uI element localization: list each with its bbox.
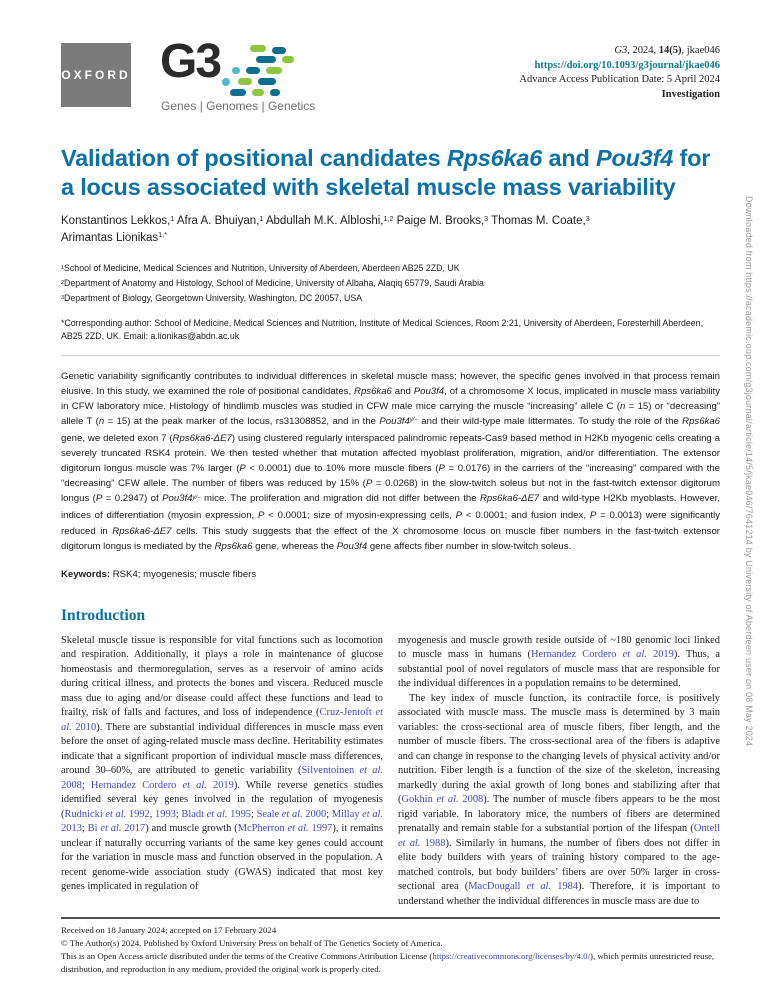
text-segment: Department of Biology, Georgetown University, Washington, DC 20057, USA bbox=[64, 293, 363, 303]
text-segment: 2 bbox=[61, 279, 65, 286]
inline-link[interactable]: Cruz-Jentoft bbox=[319, 707, 376, 719]
text-segment: ). There are substantial individual differences in muscle mass even before the onset of aging-related muscle mass decline. Heritability estimates indicate that a significant proportion of individual muscle mass differences, around 30–60%, are attributed to genetic variability ( bbox=[61, 721, 384, 777]
author-list bbox=[61, 214, 720, 247]
inline-link[interactable]: 1997 bbox=[308, 823, 333, 835]
logo-pill bbox=[272, 47, 286, 54]
inline-link[interactable]: et al. bbox=[61, 707, 383, 733]
intro-paragraph-3 bbox=[398, 692, 720, 910]
intro-paragraph-1 bbox=[61, 634, 383, 895]
intro-paragraph-2 bbox=[398, 634, 720, 692]
text-segment: ). The number of muscle fibers appears to be the most rigid variable. In laboratory mice, the numbers of fibers are determined prenatally and remain stable for a substantial portion of the lifespan ( bbox=[398, 794, 720, 835]
text-segment: < 0.0001; and fusion index, bbox=[462, 510, 590, 522]
text-segment: gene affects fiber number in slow-twitch soleus. bbox=[367, 540, 572, 552]
text-segment: ), it remains unclear if naturally occurring variants of the same key genes could account for the variation in muscle mass and function observed in the population. A recent genome-wide association study (GWAS) indicated that most key genes implicated in regulation of bbox=[61, 823, 384, 893]
text-segment: n bbox=[619, 400, 626, 412]
text-segment: and bbox=[391, 385, 414, 397]
logo-pill bbox=[250, 45, 266, 52]
text-segment: Rps6ka6 bbox=[214, 540, 253, 552]
text-segment: 1 bbox=[61, 264, 65, 271]
oxford-logo-text: OXFORD bbox=[61, 68, 131, 82]
inline-link[interactable]: 1995 bbox=[227, 808, 252, 820]
inline-link[interactable]: et al. bbox=[362, 808, 384, 820]
text-segment: , jkae046 bbox=[681, 45, 720, 56]
affiliation-1 bbox=[61, 262, 720, 277]
text-segment: ; bbox=[326, 808, 332, 820]
text-segment: = 0.0013) were significantly reduced in bbox=[61, 510, 721, 537]
text-segment: n bbox=[98, 415, 105, 427]
inline-link[interactable]: Bi bbox=[87, 823, 101, 835]
logo-pill bbox=[230, 89, 246, 96]
text-segment: ) using clustered regularly interspaced palindromic repeats-Cas9 based method in H2Kb myogenic cells creating a severely truncated RSK4 protein. We then tested whether that mutation affected myoblast proliferation, migration, and/or differentiation. The extensor digitorum longus muscle was 7% larger ( bbox=[61, 432, 720, 475]
citation-line bbox=[519, 44, 720, 59]
inline-link[interactable]: Silventoinen bbox=[301, 765, 360, 777]
text-segment: ). Thus, a substantial pool of novel regulators of muscle mass that are responsible for the individual differences in a population remains to be determined. bbox=[398, 649, 720, 690]
text-segment: gene, we deleted exon 7 ( bbox=[61, 432, 173, 444]
text-segment: Keywords: bbox=[61, 568, 111, 580]
journal-branding bbox=[61, 35, 321, 114]
logo-pill bbox=[256, 56, 276, 63]
text-segment: ). While reverse genetics studies identified several key genes involved in the regulation of myogenesis ( bbox=[61, 779, 384, 820]
page-footer bbox=[61, 917, 720, 976]
text-segment: Rps6ka6-ΔE7 bbox=[172, 432, 232, 444]
inline-link[interactable]: 2019 bbox=[646, 649, 674, 661]
text-segment: 3 bbox=[61, 294, 65, 301]
advance-access-date: Advance Access Publication Date: 5 April 2024 bbox=[519, 74, 720, 85]
text-segment: Pou3f4 bbox=[162, 493, 193, 505]
text-segment: ; bbox=[81, 779, 91, 791]
inline-link[interactable]: 2013 bbox=[61, 823, 82, 835]
text-segment: The key index of muscle function, its contractile force, is positively associated with muscle mass. The muscle mass is determined by 3 main variables: the cross-sectional area of muscle fibers, fiber length, and the number of muscle fibers. The cross-sectional area of the fibers is adaptive and can change in response to the changing levels of physical activity and/or nutrition. Fiber length is a function of the size of the skeleton, increasing markedly during the axial growth of long bones and stabilizing after that ( bbox=[398, 692, 720, 806]
inline-link[interactable]: Gokhin bbox=[401, 794, 437, 806]
doi-link[interactable]: https://doi.org/10.1093/g3journal/jkae046 bbox=[534, 59, 720, 71]
text-segment: P bbox=[95, 493, 103, 505]
text-segment: 3 bbox=[484, 214, 489, 223]
logo-pill bbox=[252, 89, 264, 96]
text-segment: and wild-type H2Kb myoblasts. However, indices of differentiation (myosin expression, bbox=[61, 493, 721, 522]
abstract-text bbox=[61, 369, 720, 554]
footer-divider bbox=[61, 917, 720, 919]
inline-link[interactable]: Bladt bbox=[181, 808, 207, 820]
text-segment: Rps6ka6-ΔE7 bbox=[479, 493, 540, 505]
text-segment: Konstantinos Lekkos, bbox=[61, 215, 171, 227]
intro-left-column bbox=[61, 634, 383, 927]
logo-pill bbox=[238, 78, 252, 85]
text-segment: ), which permits unrestricted reuse, distribution, and reproduction in any medium, provided the original work is properly cited. bbox=[61, 951, 715, 974]
text-segment: This is an Open Access article distributed under the terms of the Creative Commons Attribution License ( bbox=[61, 951, 433, 961]
inline-link[interactable]: et al. bbox=[100, 823, 122, 835]
text-segment: Paige M. Brooks, bbox=[393, 215, 485, 227]
text-segment: Thomas M. Coate, bbox=[488, 215, 586, 227]
logo-pill bbox=[246, 67, 260, 74]
text-segment: Abdullah M.K. Albloshi, bbox=[263, 215, 384, 227]
text-segment: < 0.0001; size of myosin-expressing cells, bbox=[264, 510, 456, 522]
text-segment: and their wild-type male littermates. To study the role of the bbox=[417, 415, 683, 427]
inline-link[interactable]: et al. bbox=[206, 808, 228, 820]
text-segment: P bbox=[258, 510, 265, 522]
intro-right-column bbox=[398, 634, 720, 927]
copyright-line: © The Author(s) 2024. Published by Oxford University Press on behalf of The Genetics Society of America. bbox=[61, 938, 443, 948]
inline-link[interactable]: MacDougall bbox=[468, 881, 527, 893]
authors-line-1 bbox=[61, 214, 720, 231]
inline-link[interactable]: 1993 bbox=[155, 808, 176, 820]
logo-pill bbox=[266, 67, 282, 74]
inline-link[interactable]: Seale bbox=[256, 808, 282, 820]
text-segment: Rps6ka6 bbox=[446, 145, 543, 171]
inline-link[interactable]: 2000 bbox=[302, 808, 327, 820]
oxford-university-press-logo bbox=[61, 43, 131, 107]
text-segment: = 15) or “decreasing” allele T ( bbox=[61, 400, 721, 427]
download-watermark: Downloaded from https://academic.oup.com/g3journal/article/14/5/jkae046/7641214 by University of Aberdeen user on 08 May 2024 bbox=[744, 196, 754, 747]
journal-tagline: Genes | Genomes | Genetics bbox=[161, 99, 316, 113]
text-segment: = 0.0268) in the slow-twitch soleus but not in the fast-twitch extensor digitorum longus ( bbox=[61, 478, 720, 505]
text-segment: y/− bbox=[409, 417, 418, 424]
text-segment: y/− bbox=[192, 494, 201, 501]
g3-logo-dots bbox=[222, 45, 310, 101]
inline-link[interactable]: Ontell bbox=[693, 823, 720, 835]
text-segment: cells. This study suggests that the effect of the X chromosome locus on muscle fiber numbers in the fast-twitch extensor digitorum longus is mediated by the bbox=[61, 525, 721, 552]
text-segment: P bbox=[239, 463, 246, 475]
text-segment: P bbox=[365, 478, 373, 490]
article-title bbox=[61, 144, 720, 201]
text-segment: 1 bbox=[170, 214, 175, 223]
authors-line-2 bbox=[61, 231, 720, 248]
inline-link[interactable]: 2008 bbox=[61, 779, 82, 791]
logo-pill bbox=[232, 67, 240, 74]
inline-link[interactable]: 2019 bbox=[206, 779, 234, 791]
inline-link[interactable]: et al. bbox=[398, 837, 421, 849]
inline-link[interactable]: et al. bbox=[182, 779, 207, 791]
article-type-label: Investigation bbox=[661, 88, 720, 100]
text-segment: Pou3f4 bbox=[336, 540, 368, 552]
affiliations bbox=[61, 262, 720, 307]
text-segment: = 0.2947) of bbox=[102, 493, 163, 505]
inline-link[interactable]: McPherron bbox=[237, 823, 288, 835]
text-segment: ; bbox=[251, 808, 257, 820]
text-segment: P bbox=[455, 510, 463, 522]
text-segment: ). Therefore, it is important to understand whether the individual differences in muscle mass are due to bbox=[398, 881, 720, 907]
inline-link[interactable]: 2017 bbox=[121, 823, 146, 835]
text-segment: P bbox=[589, 510, 597, 522]
inline-link[interactable]: 1984 bbox=[551, 881, 579, 893]
text-segment: Rps6ka6 bbox=[354, 385, 392, 397]
inline-link[interactable]: et al. bbox=[622, 649, 647, 661]
inline-link[interactable]: et al. bbox=[287, 823, 309, 835]
g3-journal-logo: G3 bbox=[160, 35, 221, 88]
text-segment: 1,2 bbox=[383, 214, 394, 223]
text-segment: gene, whereas the bbox=[252, 540, 337, 552]
introduction-heading: Introduction bbox=[61, 606, 146, 624]
inline-link[interactable]: 1988 bbox=[420, 837, 446, 849]
logo-pill bbox=[270, 89, 280, 96]
text-segment: ; bbox=[175, 808, 182, 820]
text-segment: 3 bbox=[585, 214, 590, 223]
text-segment: ; bbox=[81, 823, 88, 835]
inline-link[interactable]: et al. bbox=[281, 808, 303, 820]
inline-link[interactable]: et al. bbox=[105, 808, 127, 820]
text-segment: 1 bbox=[259, 214, 264, 223]
affiliation-2 bbox=[61, 277, 720, 292]
inline-link[interactable]: et al. bbox=[359, 765, 384, 777]
text-segment: = 0.0176) in the carriers of the “increasing” compared with the “decreasing” CFW allele. The number of fibers was reduced by 15% ( bbox=[61, 463, 720, 490]
inline-link[interactable]: Hernandez Cordero bbox=[90, 779, 183, 791]
text-segment: , 2024, bbox=[627, 45, 659, 56]
text-segment: = 15) at the peak marker of the locus, rs31308852, and in the bbox=[104, 415, 380, 427]
inline-link[interactable]: Hernandez Cordero bbox=[531, 649, 623, 661]
abstract-divider bbox=[61, 355, 720, 356]
logo-pill bbox=[222, 78, 230, 86]
text-segment: , of a chromosome X locus, implicated in muscle mass variability in CFW laboratory mice. Histology of hindlimb muscles was studied in CFW male mice carrying the muscle “increasing” allele C ( bbox=[61, 385, 720, 412]
inline-link[interactable]: et al. bbox=[526, 881, 552, 893]
text-segment: myogenesis and muscle growth reside outside of ~180 genomic loci linked to muscle mass in humans ( bbox=[398, 634, 720, 661]
inline-link[interactable]: et al. bbox=[436, 794, 459, 806]
inline-link[interactable]: 1992 bbox=[126, 808, 150, 820]
inline-link[interactable]: 2008 bbox=[458, 794, 484, 806]
text-segment: Pou3f4 bbox=[379, 415, 410, 427]
text-segment: Genetic variability significantly contributes to individual differences in skeletal muscle mass; however, the specific genes involved in that process remain elusive. In this study, we examined the role of positional candidates, bbox=[61, 370, 720, 397]
text-segment: ). Similarly in humans, the number of fibers does not differ in elite body builders with years of training history compared to the age-matched controls, but body builders’ fibers are over 50% larger in cross-sectional area ( bbox=[398, 837, 720, 893]
inline-link[interactable]: https://creativecommons.org/licenses/by/4.0/ bbox=[432, 951, 591, 961]
text-segment: < 0.0001) due to 10% more muscle fibers ( bbox=[245, 463, 439, 475]
text-segment: 14(5) bbox=[658, 45, 682, 56]
text-segment: Department of Anatomy and Histology, School of Medicine, University of Albaha, Alaqiq 65779, Saudi Arabia bbox=[64, 278, 484, 288]
affiliation-3 bbox=[61, 292, 720, 307]
inline-link[interactable]: Millay bbox=[331, 808, 363, 820]
text-segment: Skeletal muscle tissue is responsible for vital functions such as locomotion and respiration. Additionally, it plays a role in maintenance of glucose homeostasis and thermoregulation, serves as a reservoir of amino acids during critical illness, and protects the bones and viscera. Reduced muscle mass due to aging and/or disease could affect these functions and lead to frailty, risk of falls and factures, and loss of independence ( bbox=[61, 634, 383, 719]
text-segment: Pou3f4 bbox=[595, 145, 674, 171]
text-segment: Rps6ka6 bbox=[682, 415, 721, 427]
page-header bbox=[61, 35, 720, 114]
text-segment: ) and muscle growth ( bbox=[145, 823, 238, 835]
keywords-line bbox=[61, 569, 720, 580]
text-segment: mice. The proliferation and migration did not differ between the bbox=[200, 493, 480, 505]
text-segment: Afra A. Bhuiyan, bbox=[174, 215, 260, 227]
text-segment: Arimantas Lionikas bbox=[61, 231, 159, 244]
inline-link[interactable]: Rudnicki bbox=[64, 808, 106, 820]
text-segment: P bbox=[438, 463, 445, 475]
text-segment: and bbox=[542, 145, 596, 171]
text-segment: Rps6ka6-ΔE7 bbox=[112, 525, 172, 537]
text-segment: Validation of positional candidates bbox=[61, 145, 447, 171]
text-segment: , bbox=[149, 808, 155, 820]
logo-pill bbox=[282, 56, 294, 63]
text-segment: School of Medicine, Medical Sciences and Nutrition, University of Aberdeen, Aberdeen AB25 2ZD, UK bbox=[64, 263, 460, 273]
text-segment: RSK4; myogenesis; muscle fibers bbox=[110, 568, 257, 580]
license-line bbox=[61, 950, 720, 976]
citation-block bbox=[519, 42, 720, 114]
text-segment: 1,* bbox=[158, 231, 167, 240]
text-segment: Pou3f4 bbox=[413, 385, 445, 397]
text-segment: G3 bbox=[614, 45, 628, 56]
text-segment: for a locus associated with skeletal muscle mass variability bbox=[61, 145, 711, 200]
received-accepted-dates: Received on 18 January 2024; accepted on 17 February 2024 bbox=[61, 925, 277, 935]
inline-link[interactable]: 2010 bbox=[71, 721, 97, 733]
corresponding-author-note: *Corresponding author: School of Medicine, Medical Sciences and Nutrition, Institute of Medical Sciences, Room 2:21, University of Aberdeen, Foresterhill Aberdeen, AB25 2ZD, UK. Email: a.lionikas@abdn.ac.uk bbox=[61, 318, 704, 341]
introduction-section bbox=[61, 607, 720, 927]
logo-pill bbox=[258, 78, 276, 85]
